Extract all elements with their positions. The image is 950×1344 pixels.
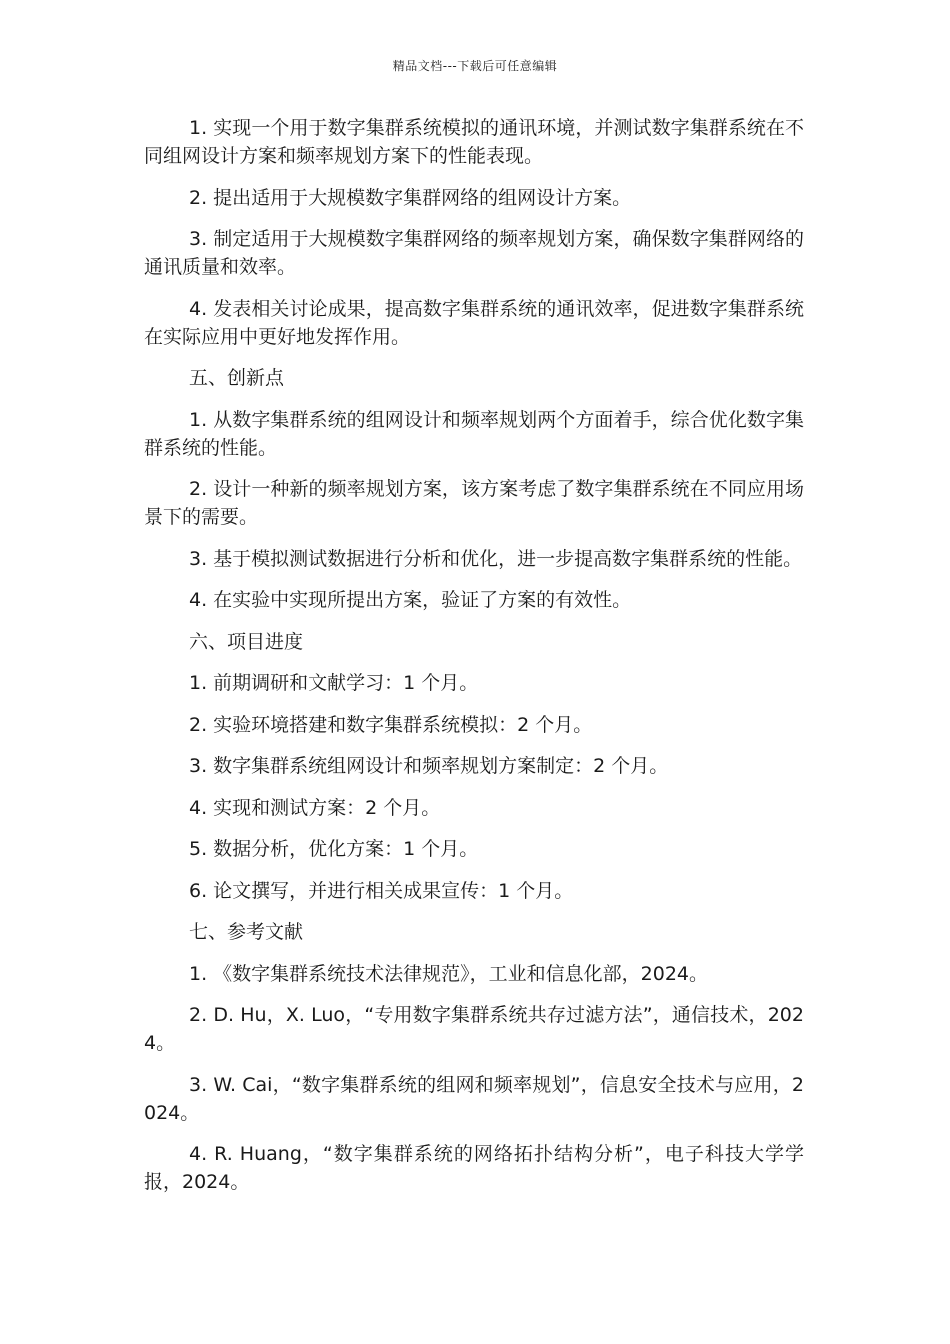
page-header: 精品文档---下载后可任意编辑 [392,59,558,73]
numbered-item: 1. 《数字集群系统技术法律规范》，工业和信息化部，2024。 [189,962,709,985]
numbered-item: 6. 论文撰写，并进行相关成果宣传：1 个月。 [189,879,574,902]
numbered-item: 4. 实现和测试方案：2 个月。 [189,796,441,819]
section-heading: 七、参考文献 [189,921,304,943]
numbered-item: 5. 数据分析，优化方案：1 个月。 [189,838,479,860]
document-body [144,114,804,1210]
numbered-item: 4. 在实验中实现所提出方案，验证了方案的有效性。 [189,589,632,611]
numbered-item: 3. 制定适用于大规模数字集群网络的频率规划方案，确保数字集群网络的通讯质量和效率。 [144,228,804,278]
numbered-item: 2. D. Hu，X. Luo，“专用数字集群系统共存过滤方法”，通信技术，2024。 [144,1004,804,1054]
numbered-item: 1. 从数字集群系统的组网设计和频率规划两个方面着手，综合优化数字集群系统的性能。 [144,408,804,459]
numbered-item: 2. 设计一种新的频率规划方案，该方案考虑了数字集群系统在不同应用场景下的需要。 [144,478,804,528]
numbered-item: 3. W. Cai，“数字集群系统的组网和频率规划”，信息安全技术与应用，2024。 [144,1073,804,1124]
numbered-item: 4. 发表相关讨论成果，提高数字集群系统的通讯效率，促进数字集群系统在实际应用中更好地发挥作用。 [144,297,804,348]
numbered-item: 3. 数字集群系统组网设计和频率规划方案制定：2 个月。 [189,755,669,777]
numbered-item: 2. 提出适用于大规模数字集群网络的组网设计方案。 [189,186,632,209]
numbered-item: 1. 前期调研和文献学习：1 个月。 [189,672,479,694]
numbered-item: 2. 实验环境搭建和数字集群系统模拟：2 个月。 [189,713,593,736]
section-heading: 六、项目进度 [189,630,304,653]
section-heading: 五、创新点 [189,367,285,389]
numbered-item: 1. 实现一个用于数字集群系统模拟的通讯环境，并测试数字集群系统在不同组网设计方案和频率规划方案下的性能表现。 [144,117,804,167]
numbered-item: 4. R. Huang，“数字集群系统的网络拓扑结构分析”，电子科技大学学报，2024。 [144,1143,804,1193]
numbered-item: 3. 基于模拟测试数据进行分析和优化，进一步提高数字集群系统的性能。 [189,547,803,570]
